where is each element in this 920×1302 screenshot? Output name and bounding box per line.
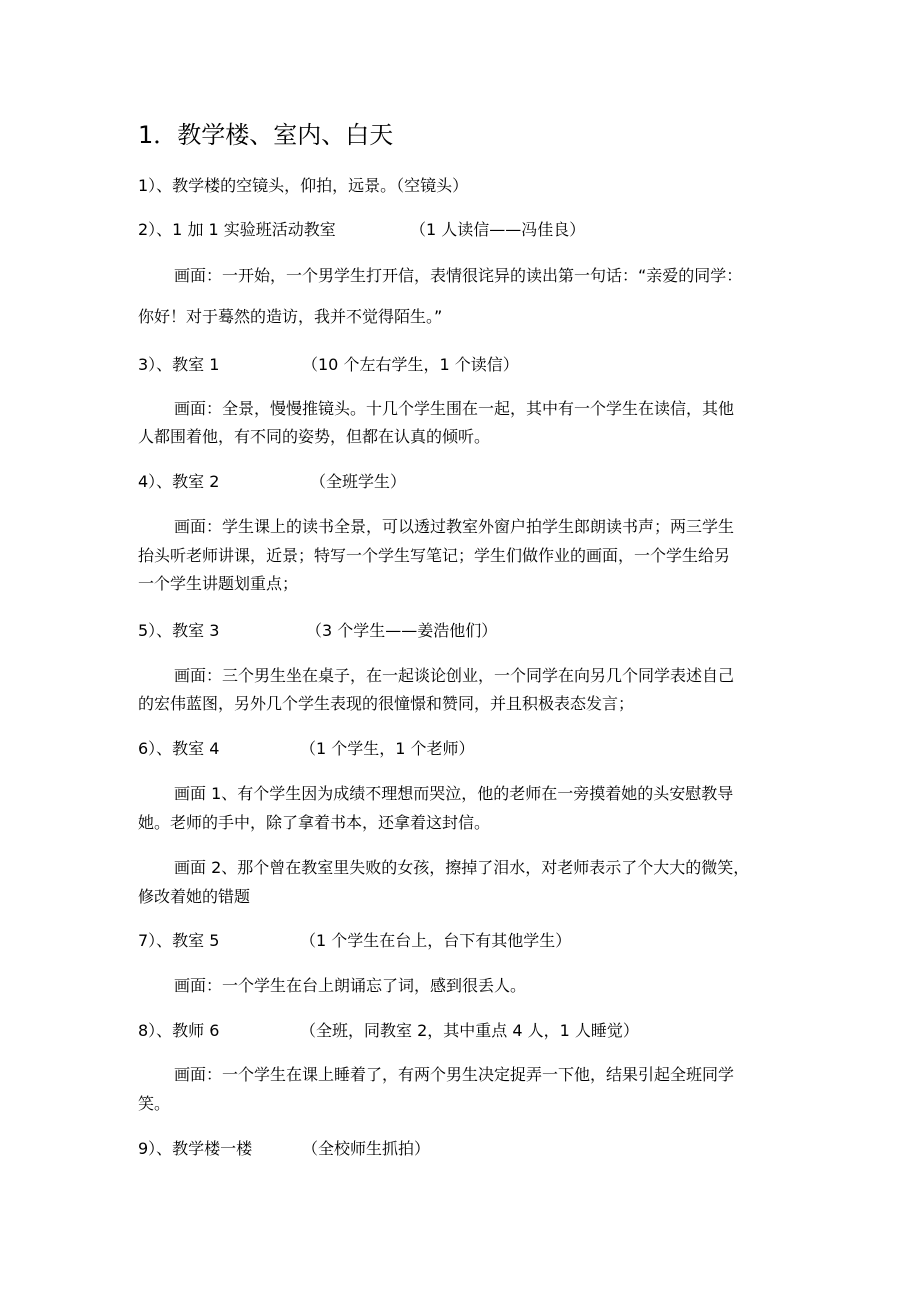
item-3-paragraph-line: 画面：全景，慢慢推镜头。十几个学生围在一起，其中有一个学生在读信，其他 (174, 399, 735, 418)
item-4-heading: 4）、教室 2 (138, 472, 220, 491)
item-4-paragraph-line: 画面：学生课上的读书全景，可以透过教室外窗户拍学生郎朗读书声；两三学生 (174, 517, 735, 536)
item-6-note: （1 个学生，1 个老师） (300, 739, 475, 758)
item-6-paragraph-line: 画面 2、那个曾在教室里失败的女孩，擦掉了泪水，对老师表示了个大大的微笑， (174, 858, 750, 877)
item-6-paragraph-line: 画面 1、有个学生因为成绩不理想而哭泣，他的老师在一旁摸着她的头安慰教导 (174, 784, 734, 803)
item-6-paragraph-line: 她。老师的手中，除了拿着书本，还拿着这封信。 (138, 813, 491, 832)
item-7-note: （1 个学生在台上，台下有其他学生） (300, 931, 572, 950)
item-8-note: （全班，同教室 2，其中重点 4 人，1 人睡觉） (300, 1021, 639, 1040)
item-6-paragraph-line: 修改着她的错题 (138, 887, 251, 906)
item-4-note: （全班学生） (310, 472, 407, 491)
item-4-paragraph-line: 一个学生讲题划重点； (138, 574, 299, 593)
item-5-note: （3 个学生——姜浩他们） (306, 621, 498, 640)
item-1-heading: 1）、教学楼的空镜头，仰拍，远景。（空镜头） (138, 176, 469, 195)
item-7-paragraph-line: 画面：一个学生在台上朗诵忘了词，感到很丢人。 (174, 976, 527, 995)
item-6-heading: 6）、教室 4 (138, 739, 220, 758)
item-3-note: （10 个左右学生，1 个读信） (302, 355, 519, 374)
item-8-paragraph-line: 画面：一个学生在课上睡着了，有两个男生决定捉弄一下他，结果引起全班同学 (174, 1065, 735, 1084)
item-2-note: （1 人读信——冯佳良） (410, 220, 586, 239)
item-7-heading: 7）、教室 5 (138, 931, 220, 950)
item-5-paragraph-line: 的宏伟蓝图，另外几个学生表现的很憧憬和赞同，并且积极表态发言； (138, 694, 635, 713)
item-8-heading: 8）、教师 6 (138, 1021, 220, 1040)
item-3-heading: 3）、教室 1 (138, 355, 220, 374)
item-9-heading: 9）、教学楼一楼 (138, 1139, 253, 1158)
section-title: 1．教学楼、室内、白天 (138, 121, 394, 149)
item-5-heading: 5）、教室 3 (138, 621, 220, 640)
item-9-note: （全校师生抓拍） (302, 1139, 431, 1158)
item-4-paragraph-line: 抬头听老师讲课，近景；特写一个学生写笔记；学生们做作业的画面，一个学生给另 (138, 546, 731, 565)
item-2-paragraph-line: 你好！对于蓦然的造访，我并不觉得陌生。” (138, 307, 443, 326)
item-3-paragraph-line: 人都围着他，有不同的姿势，但都在认真的倾听。 (138, 427, 491, 446)
item-5-paragraph-line: 画面：三个男生坐在桌子，在一起谈论创业，一个同学在向另几个同学表述自己 (174, 666, 735, 685)
item-2-paragraph-line: 画面：一开始，一个男学生打开信，表情很诧异的读出第一句话：“亲爱的同学： (174, 266, 743, 285)
item-2-heading: 2）、1 加 1 实验班活动教室 (138, 220, 336, 239)
item-8-paragraph-line: 笑。 (138, 1094, 171, 1113)
